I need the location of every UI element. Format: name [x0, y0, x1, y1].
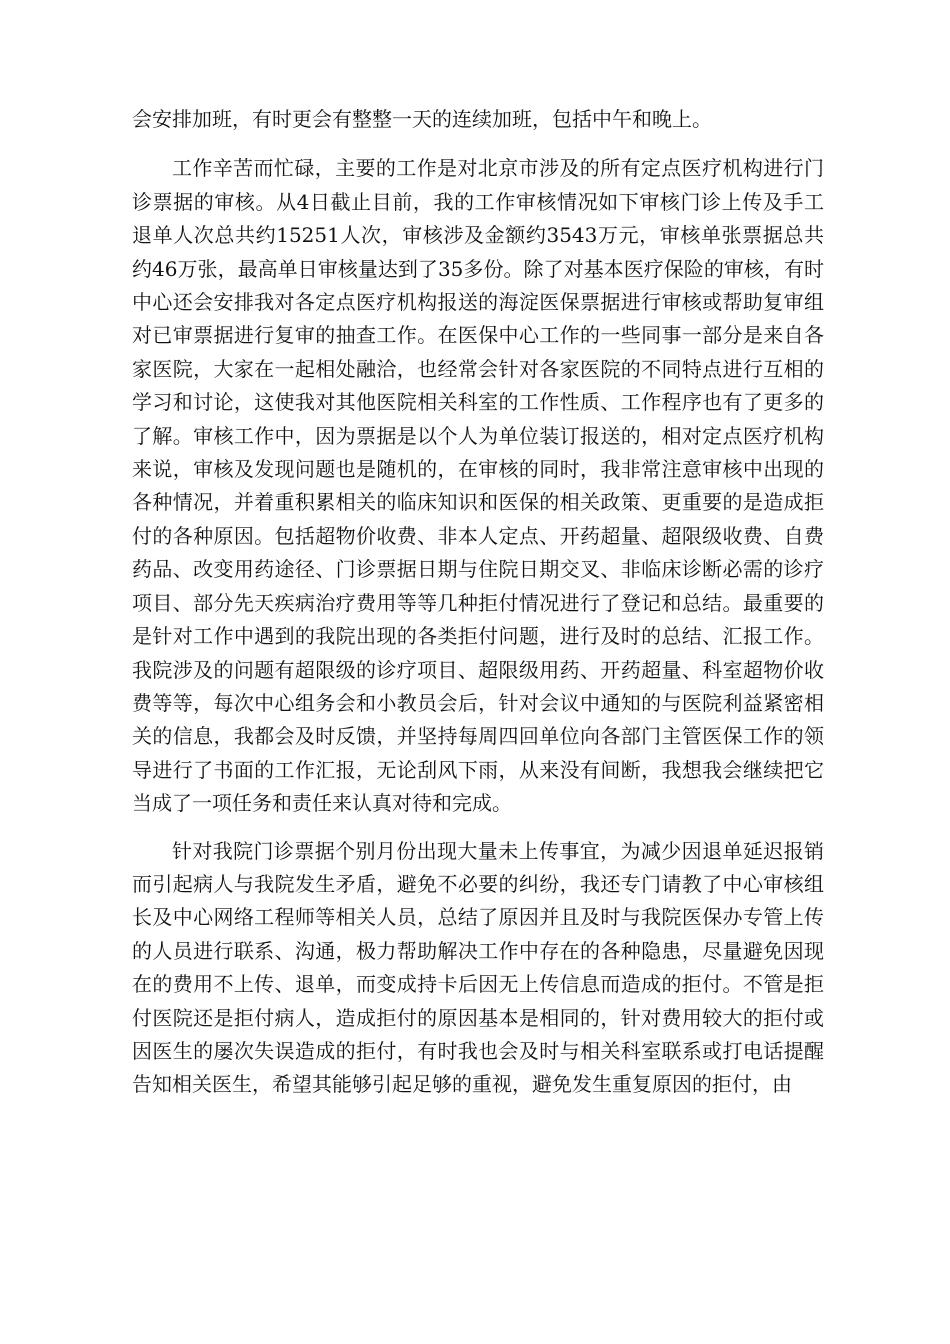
paragraph-upload-issues: 针对我院门诊票据个别月份出现大量未上传事宜，为减少因退单延迟报销而引起病人与我院发生矛盾，避免不必要的纠纷，我还专门请教了中心审核组长及中心网络工程师等相关人员，总结了原因并且及时与我院医保办专管上传的人员进行联系、沟通，极力帮助解决工作中存在的各种隐患，尽量避免因现在的费用不上传、退单，而变成持卡后因无上传信息而造成的拒付。不管是拒付医院还是拒付病人，造成拒付的原因基本是相同的，针对费用较大的拒付或因医生的屡次失误造成的拒付，有时我也会及时与相关科室联系或打电话提醒告知相关医生，希望其能够引起足够的重视，避免发生重复原因的拒付，由: [132, 838, 824, 1097]
paragraph-continuation: 会安排加班，有时更会有整整一天的连续加班，包括中午和晚上。: [132, 107, 712, 131]
document-body: [132, 103, 824, 1102]
paragraph-review-work: 工作辛苦而忙碌，主要的工作是对北京市涉及的所有定点医疗机构进行门诊票据的审核。从4日截止目前，我的工作审核情况如下审核门诊上传及手工退单人次总共约15251人次，审核涉及金额约3543万元，审核单张票据总共约46万张，最高单日审核量达到了35多份。除了对基本医疗保险的审核，有时中心还会安排我对各定点医疗机构报送的海淀医保票据进行审核或帮助复审组对已审票据进行复审的抽查工作。在医保中心工作的一些同事一部分是来自各家医院，大家在一起相处融洽，也经常会针对各家医院的不同特点进行互相的学习和讨论，这使我对其他医院相关科室的工作性质、工作程序也有了更多的了解。审核工作中，因为票据是以个人为单位装订报送的，相对定点医疗机构来说，审核及发现问题也是随机的，在审核的同时，我非常注意审核中出现的各种情况，并着重积累相关的临床知识和医保的相关政策、更重要的是造成拒付的各种原因。包括超物价收费、非本人定点、开药超量、超限级收费、自费药品、改变用药途径、门诊票据日期与住院日期交叉、非临床诊断必需的诊疗项目、部分先天疾病治疗费用等等几种拒付情况进行了登记和总结。最重要的是针对工作中遇到的我院出现的各类拒付问题，进行及时的总结、汇报工作。我院涉及的问题有超限级的诊疗项目、超限级用药、开药超量、科室超物价收费等等，每次中心组务会和小教员会后，针对会议中通知的与医院利益紧密相关的信息，我都会及时反馈，并坚持每周四回单位向各部门主管医保工作的领导进行了书面的工作汇报，无论刮风下雨，从来没有间断，我想我会继续把它当成了一项任务和责任来认真对待和完成。: [132, 156, 824, 816]
